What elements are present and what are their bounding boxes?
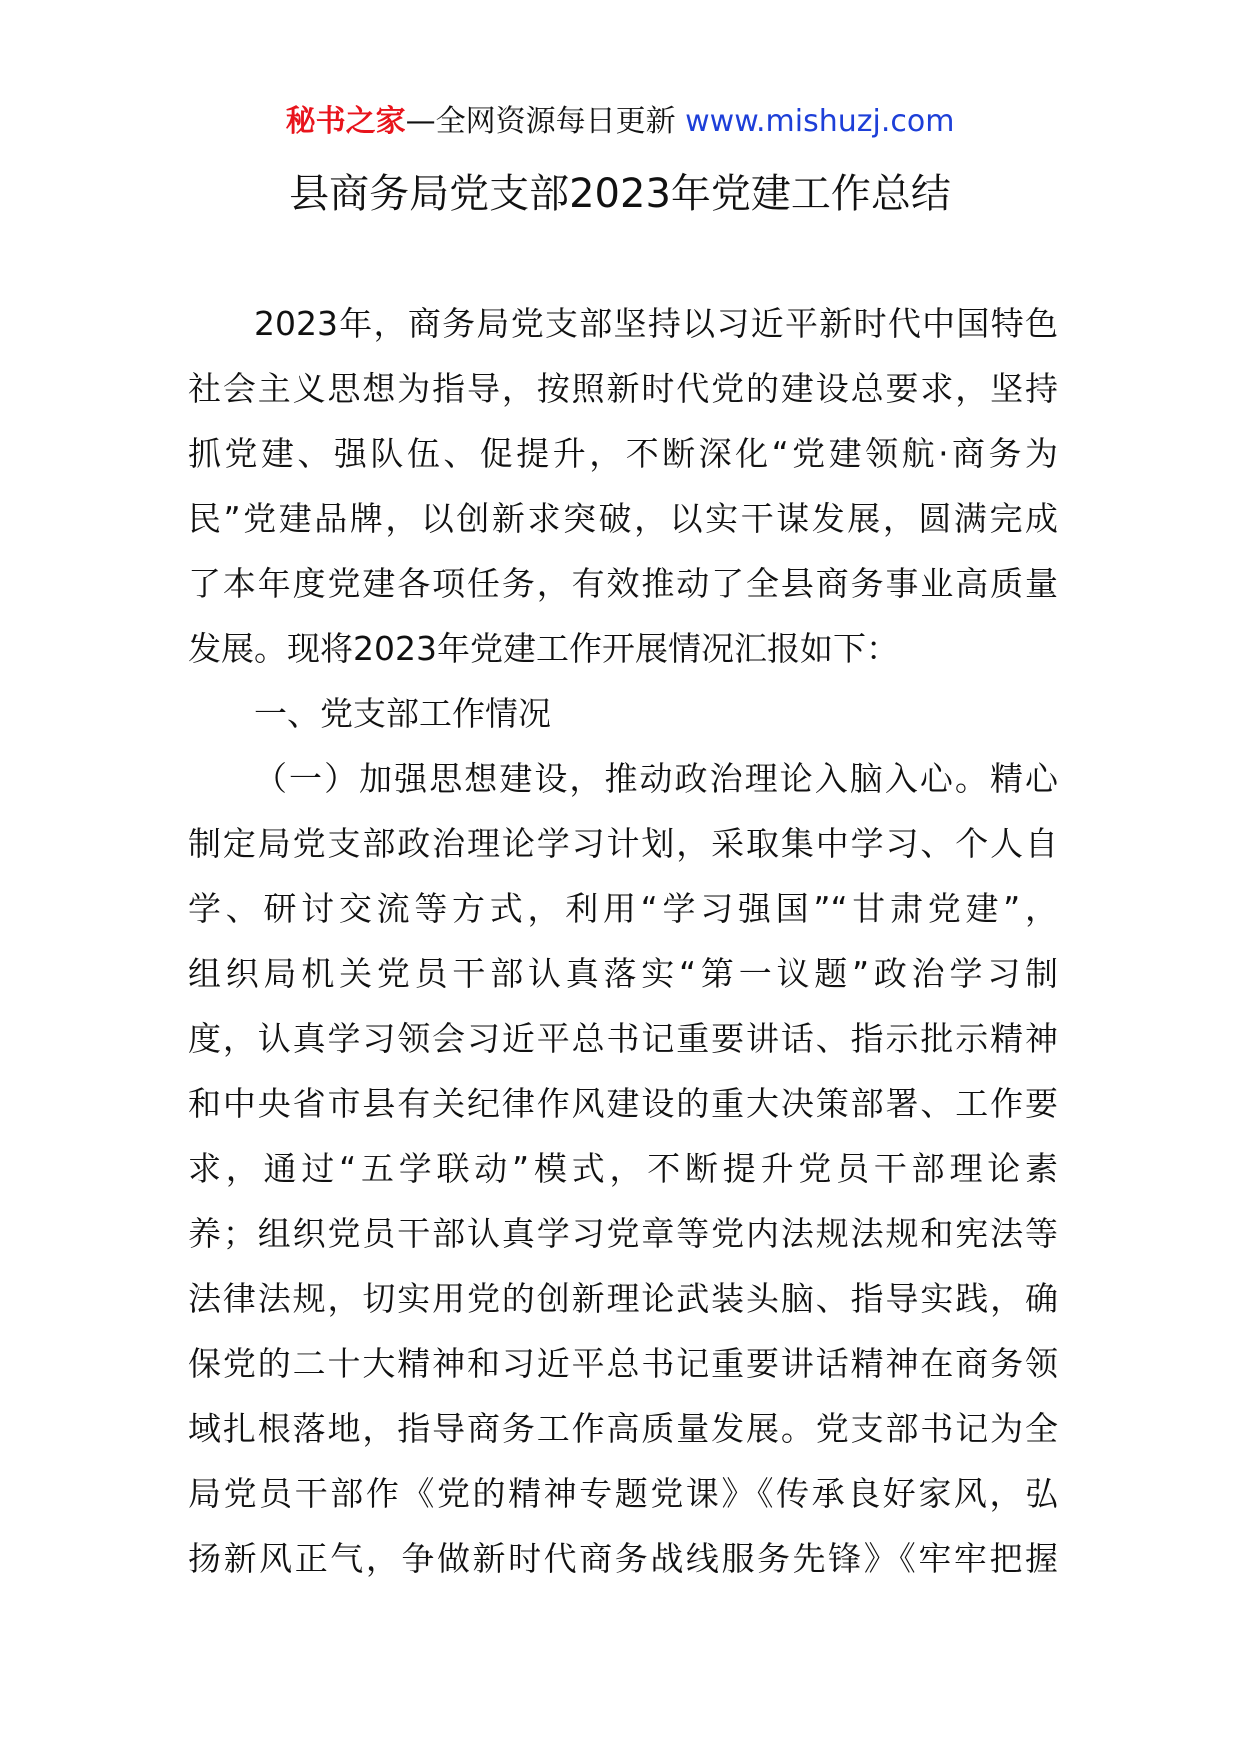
paragraph-line: 2023年，商务局党支部坚持以习近平新时代中国特色 <box>254 304 1058 343</box>
paragraph-line: 组织局机关党员干部认真落实“第一议题”政治学习制 <box>188 954 1058 993</box>
paragraph-line: 度，认真学习领会习近平总书记重要讲话、指示批示精神 <box>188 1019 1058 1058</box>
paragraph-line: 求，通过“五学联动”模式，不断提升党员干部理论素 <box>188 1149 1058 1188</box>
brand-name: 秘书之家 <box>285 104 406 139</box>
paragraph-line: 保党的二十大精神和习近平总书记重要讲话精神在商务领 <box>188 1344 1058 1383</box>
paragraph-line: 抓党建、强队伍、促提升，不断深化“党建领航·商务为 <box>188 434 1058 473</box>
paragraph-line: 学、研讨交流等方式，利用“学习强国”“甘肃党建”， <box>188 889 1058 928</box>
paragraph-line: 局党员干部作《党的精神专题党课》《传承良好家风，弘 <box>188 1474 1058 1513</box>
paragraph-line: 民”党建品牌，以创新求突破，以实干谋发展，圆满完成 <box>188 499 1058 538</box>
brand-url[interactable]: www.mishuzj.com <box>685 104 955 139</box>
paragraph-line: 扬新风正气，争做新时代商务战线服务先锋》《牢牢把握 <box>188 1539 1058 1578</box>
watermark-header <box>0 100 1240 144</box>
paragraph-line: （一）加强思想建设，推动政治理论入脑入心。精心 <box>254 759 1058 798</box>
document-title: 县商务局党支部2023年党建工作总结 <box>289 171 951 217</box>
brand-slogan: —全网资源每日更新 <box>405 104 676 139</box>
document-body <box>188 291 1058 1591</box>
paragraph-line: 域扎根落地，指导商务工作高质量发展。党支部书记为全 <box>188 1409 1058 1448</box>
paragraph-line: 社会主义思想为指导，按照新时代党的建设总要求，坚持 <box>188 369 1058 408</box>
paragraph-line: 发展。现将2023年党建工作开展情况汇报如下： <box>188 629 899 668</box>
paragraph-line: 和中央省市县有关纪律作风建设的重大决策部署、工作要 <box>188 1084 1058 1123</box>
paragraph-line: 法律法规，切实用党的创新理论武装头脑、指导实践，确 <box>188 1279 1058 1318</box>
paragraph-line: 制定局党支部政治理论学习计划，采取集中学习、个人自 <box>188 824 1058 863</box>
paragraph-line: 了本年度党建各项任务，有效推动了全县商务事业高质量 <box>188 564 1058 603</box>
section-heading: 一、党支部工作情况 <box>254 694 551 733</box>
paragraph-line: 养；组织党员干部认真学习党章等党内法规法规和宪法等 <box>188 1214 1058 1253</box>
